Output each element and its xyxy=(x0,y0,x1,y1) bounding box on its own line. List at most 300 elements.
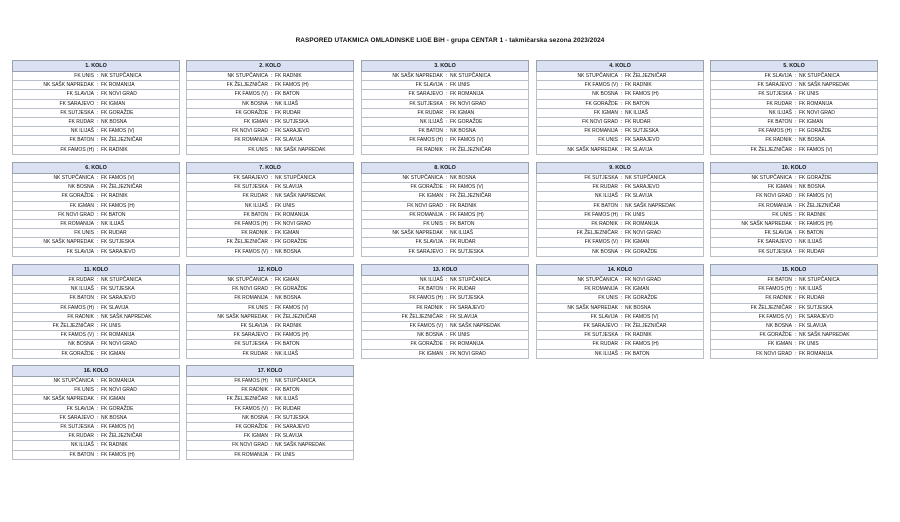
away-team: NK STUPČANICA xyxy=(450,277,491,283)
away-team: NK BOSNA xyxy=(101,414,127,421)
home-team: NK STUPČANICA xyxy=(53,378,94,384)
score-separator: : xyxy=(794,137,797,144)
score-separator: : xyxy=(620,313,623,320)
home-team: NK SAŠK NAPREDAK xyxy=(567,146,618,153)
score-separator: : xyxy=(620,137,623,144)
score-separator: : xyxy=(445,313,448,320)
away-team: FK RADNIK xyxy=(450,202,477,209)
match-row xyxy=(12,174,180,183)
home-team: FK RADNIK xyxy=(241,230,268,237)
away-team: FK RADNIK xyxy=(101,193,128,200)
match-row xyxy=(710,276,878,285)
match-row xyxy=(186,313,354,322)
away-team: NK STUPČANICA xyxy=(101,73,142,79)
away-team: NK SAŠK NAPREDAK xyxy=(450,322,501,329)
match-row xyxy=(536,192,704,201)
away-team: FK ROMANIJA xyxy=(101,82,135,89)
score-separator: : xyxy=(270,100,273,107)
home-team: FK ROMANIJA xyxy=(60,220,94,227)
away-team: FK IGMAN xyxy=(450,109,475,116)
home-team: FK SARAJEVO xyxy=(59,100,94,107)
home-team: FK RUDAR xyxy=(68,118,94,125)
away-team: FK ŽELJEZNIČAR xyxy=(101,137,143,144)
score-separator: : xyxy=(270,137,273,144)
away-team: FK UNIS xyxy=(275,451,295,458)
home-team: FK SUTJESKA xyxy=(60,423,94,430)
score-separator: : xyxy=(270,193,273,200)
score-separator: : xyxy=(794,341,797,348)
away-team: FK SARAJEVO xyxy=(101,295,136,302)
match-row xyxy=(186,331,354,340)
score-separator: : xyxy=(270,248,273,255)
match-row xyxy=(710,285,878,294)
home-team: FK SUTJESKA xyxy=(584,175,618,181)
match-row xyxy=(710,174,878,183)
round-header: 11. KOLO xyxy=(12,265,180,276)
away-team: FK SUTJESKA xyxy=(275,118,309,125)
home-team: NK SAŠK NAPREDAK xyxy=(217,313,268,320)
score-separator: : xyxy=(96,109,99,116)
home-team: FK FAMOS (H) xyxy=(409,137,443,144)
away-team: FK BATON xyxy=(799,230,824,237)
away-team: FK SLAVIJA xyxy=(625,146,653,153)
score-separator: : xyxy=(794,322,797,329)
away-team: FK ŽELJEZNIČAR xyxy=(275,313,317,320)
score-separator: : xyxy=(620,304,623,311)
home-team: FK GORAŽDE xyxy=(61,350,94,357)
score-separator: : xyxy=(794,286,797,293)
match-row xyxy=(12,136,180,145)
score-separator: : xyxy=(270,295,273,302)
home-team: NK ILIJAŠ xyxy=(70,128,94,135)
away-team: NK ILIJAŠ xyxy=(799,239,823,246)
score-separator: : xyxy=(270,118,273,125)
round-header: 8. KOLO xyxy=(361,163,529,174)
match-row xyxy=(186,340,354,349)
away-team: FK RUDAR xyxy=(275,405,301,412)
away-team: FK ROMANIJA xyxy=(101,378,135,384)
away-team: NK SAŠK NAPREDAK xyxy=(275,442,326,449)
match-row xyxy=(12,285,180,294)
match-row xyxy=(361,350,529,359)
home-team: FK SARAJEVO xyxy=(408,248,443,255)
round-table xyxy=(12,162,180,257)
score-separator: : xyxy=(794,100,797,107)
away-team: FK NOVI GRAD xyxy=(101,341,137,348)
match-row xyxy=(12,118,180,127)
home-team: NK SAŠK NAPREDAK xyxy=(567,304,618,311)
score-separator: : xyxy=(445,230,448,237)
home-team: FK FAMOS (H) xyxy=(584,211,618,218)
away-team: NK BOSNA xyxy=(450,128,476,135)
match-row xyxy=(186,350,354,359)
match-row xyxy=(12,127,180,136)
away-team: FK RUDAR xyxy=(450,286,476,293)
match-row xyxy=(536,238,704,247)
score-separator: : xyxy=(620,277,623,283)
home-team: FK ŽELJEZNIČAR xyxy=(401,313,443,320)
away-team: FK RADNIK xyxy=(799,211,826,218)
match-row xyxy=(710,127,878,136)
score-separator: : xyxy=(270,239,273,246)
away-team: NK STUPČANICA xyxy=(799,277,840,283)
score-separator: : xyxy=(445,193,448,200)
match-row xyxy=(361,313,529,322)
away-team: NK SAŠK NAPREDAK xyxy=(101,313,152,320)
round-table xyxy=(361,264,529,359)
away-team: FK SLAVIJA xyxy=(101,304,129,311)
away-team: FK SUTJESKA xyxy=(625,128,659,135)
match-row xyxy=(12,405,180,414)
match-row xyxy=(536,90,704,99)
home-team: FK NOVI GRAD xyxy=(756,193,792,200)
score-separator: : xyxy=(270,405,273,412)
away-team: FK SARAJEVO xyxy=(275,423,310,430)
match-row xyxy=(536,100,704,109)
home-team: FK GORAŽDE xyxy=(585,100,618,107)
home-team: FK RADNIK xyxy=(67,313,94,320)
home-team: FK ROMANIJA xyxy=(234,295,268,302)
match-row xyxy=(12,81,180,90)
home-team: FK IGMAN xyxy=(243,433,268,440)
score-separator: : xyxy=(445,304,448,311)
home-team: FK SUTJESKA xyxy=(758,91,792,98)
away-team: NK ILIJAŠ xyxy=(275,100,299,107)
away-team: FK SLAVIJA xyxy=(450,313,478,320)
away-team: FK NOVI GRAD xyxy=(450,350,486,357)
score-separator: : xyxy=(270,378,273,384)
match-row xyxy=(361,127,529,136)
home-team: FK UNIS xyxy=(772,211,792,218)
score-separator: : xyxy=(270,451,273,458)
score-separator: : xyxy=(270,73,273,79)
match-row xyxy=(12,248,180,257)
match-row xyxy=(186,211,354,220)
score-separator: : xyxy=(794,184,797,191)
match-row xyxy=(361,81,529,90)
away-team: FK ROMANIJA xyxy=(275,211,309,218)
home-team: FK ŽELJEZNIČAR xyxy=(52,322,94,329)
score-separator: : xyxy=(96,193,99,200)
score-separator: : xyxy=(96,378,99,384)
round-table xyxy=(361,60,529,155)
match-row xyxy=(710,136,878,145)
round-table xyxy=(710,60,878,155)
score-separator: : xyxy=(270,332,273,339)
score-separator: : xyxy=(96,220,99,227)
match-row xyxy=(536,174,704,183)
match-row xyxy=(12,211,180,220)
match-row xyxy=(186,118,354,127)
home-team: NK STUPČANICA xyxy=(227,277,268,283)
score-separator: : xyxy=(96,248,99,255)
away-team: FK FAMOS (H) xyxy=(101,202,135,209)
match-row xyxy=(361,109,529,118)
score-separator: : xyxy=(620,211,623,218)
match-row xyxy=(710,340,878,349)
match-row xyxy=(12,395,180,404)
home-team: NK STUPČANICA xyxy=(577,73,618,79)
away-team: FK SUTJESKA xyxy=(450,248,484,255)
home-team: FK NOVI GRAD xyxy=(582,118,618,125)
score-separator: : xyxy=(445,341,448,348)
score-separator: : xyxy=(794,277,797,283)
home-team: FK RUDAR xyxy=(766,100,792,107)
home-team: FK SLAVIJA xyxy=(590,313,618,320)
home-team: NK STUPČANICA xyxy=(751,175,792,181)
match-row xyxy=(186,127,354,136)
home-team: FK ŽELJEZNIČAR xyxy=(226,239,268,246)
match-row xyxy=(186,229,354,238)
score-separator: : xyxy=(445,277,448,283)
score-separator: : xyxy=(96,350,99,357)
away-team: FK FAMOS (H) xyxy=(625,91,659,98)
home-team: NK ILIJAŠ xyxy=(768,109,792,116)
home-team: FK BATON xyxy=(767,277,792,283)
score-separator: : xyxy=(794,128,797,135)
round-header: 5. KOLO xyxy=(710,61,878,72)
match-row xyxy=(536,313,704,322)
round-table xyxy=(186,60,354,155)
away-team: FK GORAŽDE xyxy=(799,128,832,135)
score-separator: : xyxy=(96,295,99,302)
score-separator: : xyxy=(96,423,99,430)
away-team: FK FAMOS (H) xyxy=(799,220,833,227)
away-team: FK ROMANIJA xyxy=(799,350,833,357)
home-team: FK RUDAR xyxy=(592,341,618,348)
round-header: 6. KOLO xyxy=(12,163,180,174)
score-separator: : xyxy=(96,396,99,403)
away-team: FK NOVI GRAD xyxy=(101,387,137,394)
away-team: NK SAŠK NAPREDAK xyxy=(799,82,850,89)
round-header: 17. KOLO xyxy=(186,366,354,377)
away-team: NK ILIJAŠ xyxy=(799,286,823,293)
away-team: FK UNIS xyxy=(799,91,819,98)
score-separator: : xyxy=(96,100,99,107)
score-separator: : xyxy=(445,118,448,125)
home-team: FK NOVI GRAD xyxy=(232,286,268,293)
score-separator: : xyxy=(270,82,273,89)
score-separator: : xyxy=(794,109,797,116)
home-team: FK IGMAN xyxy=(593,109,618,116)
round-table xyxy=(536,264,704,359)
away-team: NK STUPČANICA xyxy=(799,73,840,79)
match-row xyxy=(536,248,704,257)
score-separator: : xyxy=(270,304,273,311)
match-row xyxy=(710,294,878,303)
home-team: FK SLAVIJA xyxy=(66,405,94,412)
score-separator: : xyxy=(96,184,99,191)
away-team: FK BATON xyxy=(625,100,650,107)
score-separator: : xyxy=(270,396,273,403)
score-separator: : xyxy=(445,332,448,339)
round-table xyxy=(361,162,529,257)
home-team: FK UNIS xyxy=(248,304,268,311)
home-team: FK BATON xyxy=(767,118,792,125)
score-separator: : xyxy=(794,248,797,255)
score-separator: : xyxy=(270,128,273,135)
away-team: FK UNIS xyxy=(450,332,470,339)
away-team: FK SLAVIJA xyxy=(275,184,303,191)
home-team: NK BOSNA xyxy=(242,414,268,421)
away-team: FK UNIS xyxy=(275,202,295,209)
home-team: FK SARAJEVO xyxy=(59,414,94,421)
score-separator: : xyxy=(620,248,623,255)
score-separator: : xyxy=(96,442,99,449)
home-team: FK SARAJEVO xyxy=(757,239,792,246)
round-table xyxy=(536,60,704,155)
away-team: NK STUPČANICA xyxy=(625,175,666,181)
match-row xyxy=(12,423,180,432)
away-team: NK SAŠK NAPREDAK xyxy=(275,146,326,153)
match-row xyxy=(12,331,180,340)
home-team: FK SLAVIJA xyxy=(66,91,94,98)
round-header: 12. KOLO xyxy=(186,265,354,276)
away-team: FK ŽELJEZNIČAR xyxy=(625,73,667,79)
away-team: NK STUPČANICA xyxy=(101,277,142,283)
match-row xyxy=(186,183,354,192)
score-separator: : xyxy=(794,332,797,339)
match-row xyxy=(186,405,354,414)
score-separator: : xyxy=(794,91,797,98)
away-team: FK FAMOS (V) xyxy=(450,137,484,144)
away-team: FK GORAŽDE xyxy=(625,248,658,255)
away-team: FK SARAJEVO xyxy=(625,184,660,191)
score-separator: : xyxy=(620,322,623,329)
home-team: NK BOSNA xyxy=(68,184,94,191)
home-team: FK SUTJESKA xyxy=(234,341,268,348)
away-team: NK BOSNA xyxy=(275,248,301,255)
score-separator: : xyxy=(445,248,448,255)
away-team: FK SUTJESKA xyxy=(799,304,833,311)
round-table xyxy=(12,264,180,359)
away-team: FK RADNIK xyxy=(625,332,652,339)
match-row xyxy=(186,100,354,109)
home-team: FK SARAJEVO xyxy=(233,175,268,181)
score-separator: : xyxy=(445,211,448,218)
away-team: FK FAMOS (V) xyxy=(799,193,833,200)
home-team: NK BOSNA xyxy=(68,341,94,348)
away-team: FK UNIS xyxy=(101,322,121,329)
away-team: FK ŽELJEZNIČAR xyxy=(625,322,667,329)
away-team: FK NOVI GRAD xyxy=(625,230,661,237)
score-separator: : xyxy=(620,100,623,107)
away-team: FK GORAŽDE xyxy=(101,405,134,412)
score-separator: : xyxy=(445,109,448,116)
match-row xyxy=(710,304,878,313)
score-separator: : xyxy=(96,175,99,181)
score-separator: : xyxy=(794,295,797,302)
score-separator: : xyxy=(794,230,797,237)
home-team: FK NOVI GRAD xyxy=(232,128,268,135)
score-separator: : xyxy=(96,202,99,209)
match-row xyxy=(186,451,354,460)
away-team: FK GORAŽDE xyxy=(450,118,483,125)
match-row xyxy=(710,220,878,229)
score-separator: : xyxy=(96,451,99,458)
away-team: FK SARAJEVO xyxy=(625,137,660,144)
home-team: FK BATON xyxy=(69,295,94,302)
score-separator: : xyxy=(96,322,99,329)
match-row xyxy=(186,414,354,423)
match-row xyxy=(361,331,529,340)
score-separator: : xyxy=(445,175,448,181)
home-team: FK SLAVIJA xyxy=(415,239,443,246)
match-row xyxy=(12,414,180,423)
home-team: FK RUDAR xyxy=(242,193,268,200)
match-row xyxy=(536,322,704,331)
away-team: NK ILIJAŠ xyxy=(101,220,125,227)
home-team: FK NOVI GRAD xyxy=(756,350,792,357)
match-row xyxy=(186,441,354,450)
score-separator: : xyxy=(270,220,273,227)
match-row xyxy=(361,285,529,294)
home-team: FK BATON xyxy=(69,451,94,458)
match-row xyxy=(710,146,878,155)
away-team: FK ŽELJEZNIČAR xyxy=(101,184,143,191)
match-row xyxy=(361,304,529,313)
away-team: FK FAMOS (V) xyxy=(275,304,309,311)
away-team: FK GORAŽDE xyxy=(625,295,658,302)
match-row xyxy=(186,395,354,404)
score-separator: : xyxy=(270,109,273,116)
away-team: FK SUTJESKA xyxy=(101,286,135,293)
home-team: FK SUTJESKA xyxy=(234,184,268,191)
away-team: FK IGMAN xyxy=(101,100,126,107)
home-team: FK RADNIK xyxy=(591,220,618,227)
match-row xyxy=(12,377,180,386)
home-team: FK GORAŽDE xyxy=(61,193,94,200)
home-team: FK FAMOS (V) xyxy=(758,313,792,320)
home-team: FK ŽELJEZNIČAR xyxy=(750,146,792,153)
match-row xyxy=(710,350,878,359)
score-separator: : xyxy=(794,304,797,311)
match-row xyxy=(12,90,180,99)
away-team: NK ILIJAŠ xyxy=(450,230,474,237)
away-team: FK FAMOS (H) xyxy=(625,341,659,348)
match-row xyxy=(186,248,354,257)
score-separator: : xyxy=(270,230,273,237)
match-row xyxy=(710,202,878,211)
away-team: FK BATON xyxy=(101,211,126,218)
round-table xyxy=(710,162,878,257)
match-row xyxy=(361,72,529,81)
home-team: FK IGMAN xyxy=(418,350,443,357)
home-team: NK ILIJAŠ xyxy=(70,286,94,293)
match-row xyxy=(536,202,704,211)
score-separator: : xyxy=(270,202,273,209)
away-team: FK NOVI GRAD xyxy=(625,277,661,283)
score-separator: : xyxy=(620,82,623,89)
match-row xyxy=(361,211,529,220)
home-team: FK FAMOS (H) xyxy=(758,286,792,293)
match-row xyxy=(710,322,878,331)
match-row xyxy=(186,81,354,90)
home-team: FK SARAJEVO xyxy=(233,332,268,339)
away-team: FK IGMAN xyxy=(101,350,126,357)
home-team: FK BATON xyxy=(418,128,443,135)
match-row xyxy=(710,100,878,109)
match-row xyxy=(12,340,180,349)
match-row xyxy=(536,81,704,90)
score-separator: : xyxy=(96,137,99,144)
match-row xyxy=(361,220,529,229)
home-team: FK FAMOS (V) xyxy=(584,82,618,89)
away-team: FK ŽELJEZNIČAR xyxy=(101,433,143,440)
home-team: NK SAŠK NAPREDAK xyxy=(43,239,94,246)
away-team: FK ROMANIJA xyxy=(450,91,484,98)
home-team: FK BATON xyxy=(593,202,618,209)
